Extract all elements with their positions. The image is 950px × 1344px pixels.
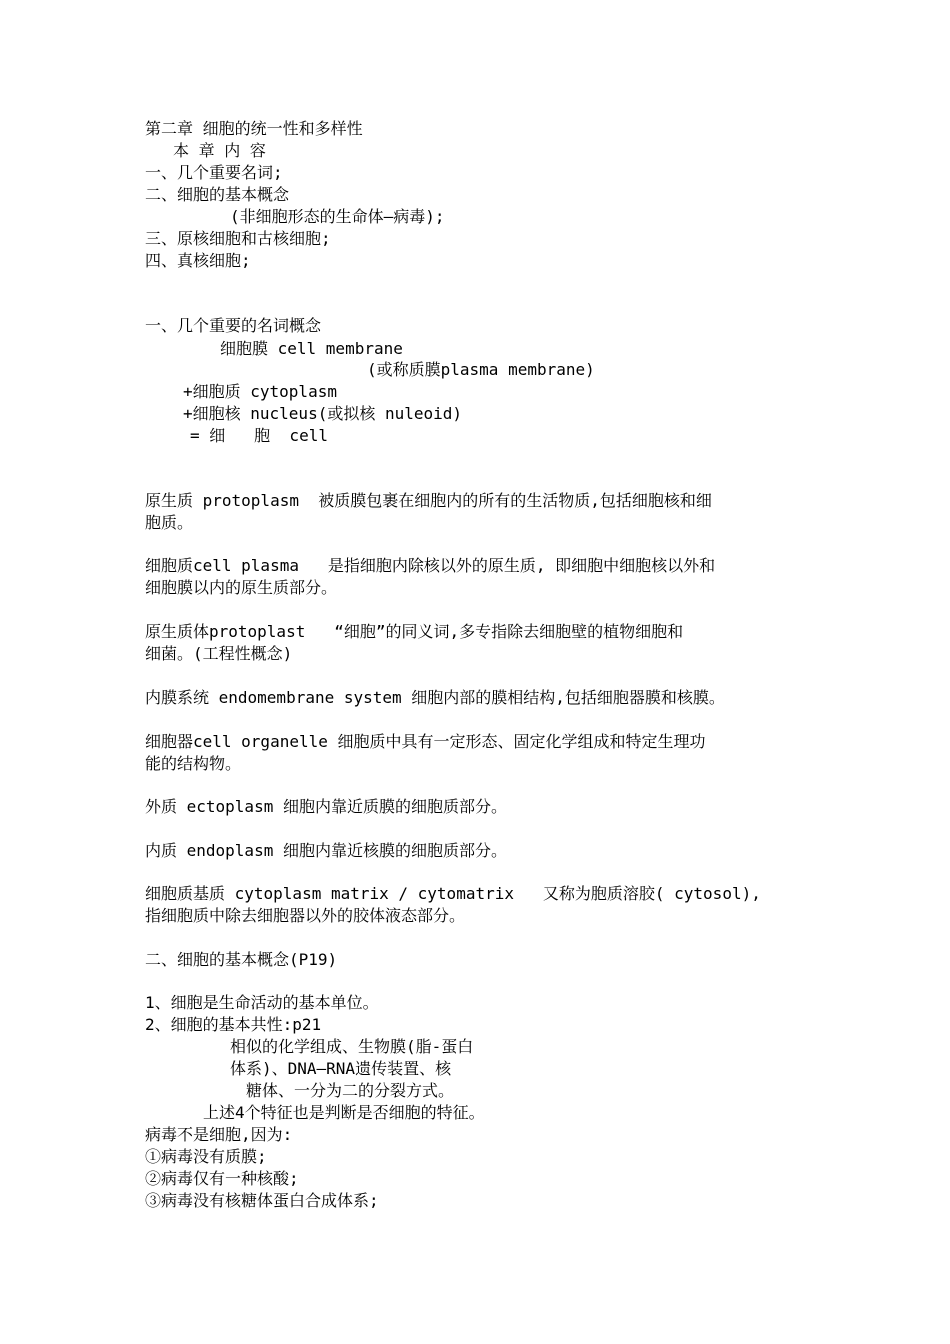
virus-reason-1: ①病毒没有质膜; <box>145 1147 267 1166</box>
virus-intro: 病毒不是细胞,因为: <box>145 1125 293 1144</box>
common-traits-line2: 体系)、DNA—RNA遗传装置、核 <box>230 1059 452 1078</box>
criteria-line: 上述4个特征也是判断是否细胞的特征。 <box>203 1103 485 1122</box>
cell-plasma-def-line2: 细胞膜以内的原生质部分。 <box>145 578 338 597</box>
nucleus-line: +细胞核 nucleus(或拟核 nuleoid) <box>183 404 463 423</box>
cell-plasma-def-line1: 细胞质cell plasma 是指细胞内除核以外的原生质, 即细胞中细胞核以外和 <box>145 556 716 575</box>
endoplasm-def: 内质 endoplasm 细胞内靠近核膜的细胞质部分。 <box>145 841 507 860</box>
virus-reason-2: ②病毒仅有一种核酸; <box>145 1169 299 1188</box>
cytoplasm-line: +细胞质 cytoplasm <box>183 382 337 401</box>
toc-heading: 本 章 内 容 <box>173 141 266 160</box>
toc-item-1: 一、几个重要名词; <box>145 163 283 182</box>
cell-equation-line: = 细 胞 cell <box>190 426 328 445</box>
common-traits-line1: 相似的化学组成、生物膜(脂-蛋白 <box>230 1037 474 1056</box>
section1-heading: 一、几个重要的名词概念 <box>145 316 322 335</box>
organelle-def-line2: 能的结构物。 <box>145 754 242 773</box>
organelle-def-line1: 细胞器cell organelle 细胞质中具有一定形态、固定化学组成和特定生理功 <box>145 732 706 751</box>
cytomatrix-def-line2: 指细胞质中除去细胞器以外的胶体液态部分。 <box>145 906 466 925</box>
chapter-title: 第二章 细胞的统一性和多样性 <box>145 119 363 138</box>
common-traits-line3: 糖体、一分为二的分裂方式。 <box>246 1081 455 1100</box>
toc-item-2: 二、细胞的基本概念 <box>145 185 290 204</box>
point-2: 2、细胞的基本共性:p21 <box>145 1015 322 1034</box>
protoplast-def-line1: 原生质体protoplast “细胞”的同义词,多专指除去细胞壁的植物细胞和 <box>145 622 684 641</box>
toc-item-2-sub: (非细胞形态的生命体—病毒); <box>230 207 445 226</box>
protoplast-def-line2: 细菌。(工程性概念) <box>145 644 293 663</box>
cytomatrix-def-line1: 细胞质基质 cytoplasm matrix / cytomatrix 又称为胞质溶胶( cytosol), <box>145 884 761 903</box>
cell-membrane-line: 细胞膜 cell membrane <box>220 339 403 358</box>
ectoplasm-def: 外质 ectoplasm 细胞内靠近质膜的细胞质部分。 <box>145 797 507 816</box>
toc-item-3: 三、原核细胞和古核细胞; <box>145 229 331 248</box>
protoplasm-def-line1: 原生质 protoplasm 被质膜包裹在细胞内的所有的生活物质,包括细胞核和细 <box>145 491 712 510</box>
endomembrane-def: 内膜系统 endomembrane system 细胞内部的膜相结构,包括细胞器膜和核膜。 <box>145 688 725 707</box>
toc-item-4: 四、真核细胞; <box>145 251 251 270</box>
virus-reason-3: ③病毒没有核糖体蛋白合成体系; <box>145 1191 379 1210</box>
plasma-membrane-line: (或称质膜plasma membrane) <box>367 360 595 379</box>
point-1: 1、细胞是生命活动的基本单位。 <box>145 993 379 1012</box>
section2-heading: 二、细胞的基本概念(P19) <box>145 950 338 969</box>
protoplasm-def-line2: 胞质。 <box>145 513 194 532</box>
